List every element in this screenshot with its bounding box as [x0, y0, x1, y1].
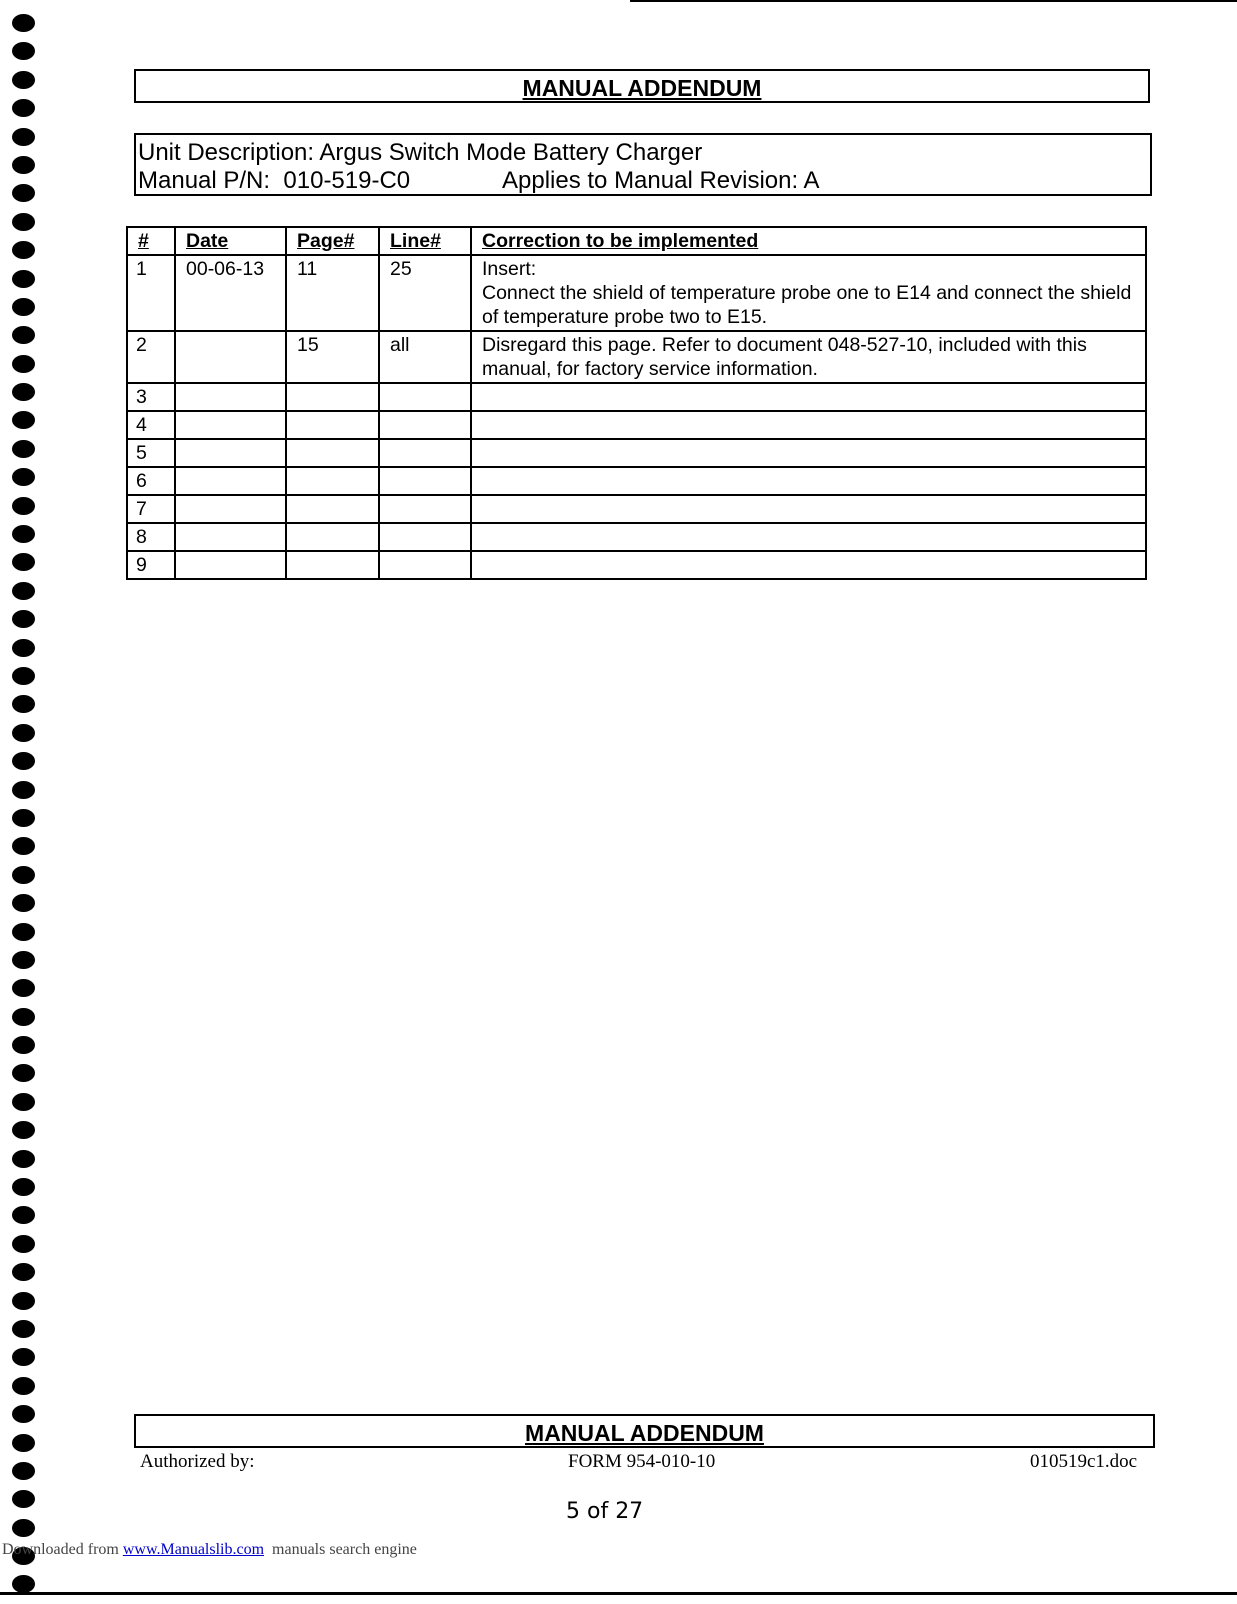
cell-page — [286, 467, 379, 495]
cell-date — [175, 411, 286, 439]
binder-hole — [12, 1377, 35, 1395]
binder-hole — [12, 1093, 35, 1111]
binder-hole — [12, 752, 35, 770]
unit-info-box — [134, 133, 1152, 196]
cell-num: 4 — [127, 411, 175, 439]
binder-hole — [12, 809, 35, 827]
correction-text: Disregard this page. Refer to document 048-527-10, included with this manual, for factory service information. — [482, 334, 1087, 380]
binder-hole — [12, 724, 35, 742]
binder-hole — [12, 1405, 35, 1423]
cell-line — [379, 551, 471, 579]
binder-hole — [12, 837, 35, 855]
table-row — [127, 255, 1146, 331]
binder-hole — [12, 184, 35, 202]
binder-hole — [12, 582, 35, 600]
cell-line — [379, 523, 471, 551]
table-row — [127, 523, 1146, 551]
cell-num: 6 — [127, 467, 175, 495]
binder-hole — [12, 128, 35, 146]
binder-hole — [12, 979, 35, 997]
table-row — [127, 411, 1146, 439]
cell-correction — [471, 255, 1146, 331]
cell-date — [175, 467, 286, 495]
binder-hole — [12, 923, 35, 941]
binder-hole — [12, 1178, 35, 1196]
table-row — [127, 383, 1146, 411]
cell-date — [175, 523, 286, 551]
cell-date: 00-06-13 — [175, 255, 286, 331]
manual-info-row — [138, 167, 1150, 195]
binder-hole — [12, 866, 35, 884]
col-header-page: Page# — [286, 227, 379, 255]
table-row — [127, 439, 1146, 467]
binder-hole — [12, 1575, 35, 1593]
manual-revision: Applies to Manual Revision: A — [502, 167, 820, 194]
cell-correction — [471, 439, 1146, 467]
correction-title: Insert: — [482, 258, 537, 280]
cell-correction — [471, 495, 1146, 523]
cell-correction — [471, 331, 1146, 383]
cell-correction — [471, 523, 1146, 551]
col-header-line: Line# — [379, 227, 471, 255]
binder-hole — [12, 553, 35, 571]
correction-text: Connect the shield of temperature probe one to E14 and connect the shield of temperature probe two to E15. — [482, 282, 1132, 328]
cell-line — [379, 411, 471, 439]
cell-date — [175, 439, 286, 467]
manual-pn: Manual P/N: 010-519-C0 — [138, 167, 411, 194]
cell-page — [286, 383, 379, 411]
binder-hole — [12, 355, 35, 373]
binder-hole — [12, 1263, 35, 1281]
cell-line — [379, 439, 471, 467]
cell-line — [379, 383, 471, 411]
cell-date — [175, 383, 286, 411]
binder-hole — [12, 1235, 35, 1253]
cell-page — [286, 523, 379, 551]
binder-hole — [12, 610, 35, 628]
cell-num: 7 — [127, 495, 175, 523]
cell-page: 15 — [286, 331, 379, 383]
binder-hole — [12, 14, 35, 32]
binder-hole — [12, 951, 35, 969]
col-header-num: # — [127, 227, 175, 255]
cell-correction — [471, 551, 1146, 579]
binder-hole — [12, 1036, 35, 1054]
binder-hole — [12, 1206, 35, 1224]
cell-line — [379, 467, 471, 495]
table-row — [127, 551, 1146, 579]
binder-hole — [12, 497, 35, 515]
corrections-table — [126, 226, 1147, 580]
table-row — [127, 495, 1146, 523]
binder-hole — [12, 298, 35, 316]
binder-hole — [12, 525, 35, 543]
page-number: 5 of 27 — [566, 1499, 644, 1524]
binder-hole — [12, 1292, 35, 1310]
binder-hole — [12, 383, 35, 401]
cell-num: 8 — [127, 523, 175, 551]
manualslib-link[interactable]: www.Manualslib.com — [122, 1541, 265, 1558]
cell-page — [286, 439, 379, 467]
binder-hole — [12, 667, 35, 685]
binder-hole — [12, 1434, 35, 1452]
cell-num: 2 — [127, 331, 175, 383]
cell-line: 25 — [379, 255, 471, 331]
cell-num: 5 — [127, 439, 175, 467]
binder-hole — [12, 468, 35, 486]
cell-correction — [471, 383, 1146, 411]
col-header-correction: Correction to be implemented — [471, 227, 1146, 255]
binder-hole — [12, 894, 35, 912]
file-name: 010519c1.doc — [1030, 1451, 1138, 1472]
binder-hole — [12, 1320, 35, 1338]
binder-hole — [12, 695, 35, 713]
binder-hole — [12, 1008, 35, 1026]
cell-line — [379, 495, 471, 523]
binder-hole — [12, 213, 35, 231]
binder-hole — [12, 156, 35, 174]
authorized-by: Authorized by: — [140, 1451, 255, 1472]
download-suffix: manuals search engine — [264, 1541, 417, 1558]
footer-title-box — [134, 1414, 1155, 1448]
binder-hole — [12, 411, 35, 429]
header-title-box — [134, 69, 1150, 103]
cell-page — [286, 411, 379, 439]
binder-hole — [12, 1348, 35, 1366]
form-number: FORM 954-010-10 — [568, 1451, 716, 1472]
unit-description: Unit Description: Argus Switch Mode Battery Charger — [138, 139, 703, 166]
cell-num: 9 — [127, 551, 175, 579]
cell-page — [286, 495, 379, 523]
binder-hole — [12, 71, 35, 89]
col-header-date: Date — [175, 227, 286, 255]
binder-hole — [12, 1490, 35, 1508]
binder-hole — [12, 1462, 35, 1480]
top-edge-rule — [630, 0, 1237, 2]
binder-hole — [12, 1064, 35, 1082]
table-row — [127, 467, 1146, 495]
binder-hole — [12, 1519, 35, 1537]
cell-date — [175, 495, 286, 523]
cell-date — [175, 551, 286, 579]
cell-page: 11 — [286, 255, 379, 331]
binder-hole — [12, 270, 35, 288]
cell-line: all — [379, 331, 471, 383]
bottom-edge-rule — [0, 1592, 1237, 1595]
page-title: MANUAL ADDENDUM — [522, 75, 762, 101]
binder-hole — [12, 781, 35, 799]
binder-hole — [12, 42, 35, 60]
cell-correction — [471, 467, 1146, 495]
binder-hole — [12, 326, 35, 344]
footer-title: MANUAL ADDENDUM — [525, 1420, 764, 1446]
binder-hole — [12, 440, 35, 458]
cell-page — [286, 551, 379, 579]
binder-hole — [12, 1121, 35, 1139]
binder-holes — [12, 14, 38, 1604]
download-prefix: Downloaded from — [2, 1541, 123, 1558]
table-row — [127, 331, 1146, 383]
binder-hole — [12, 241, 35, 259]
table-header-row — [127, 227, 1146, 255]
binder-hole — [12, 639, 35, 657]
cell-date — [175, 331, 286, 383]
download-note — [2, 1541, 417, 1559]
binder-hole — [12, 1150, 35, 1168]
binder-hole — [12, 99, 35, 117]
cell-num: 1 — [127, 255, 175, 331]
cell-correction — [471, 411, 1146, 439]
cell-num: 3 — [127, 383, 175, 411]
